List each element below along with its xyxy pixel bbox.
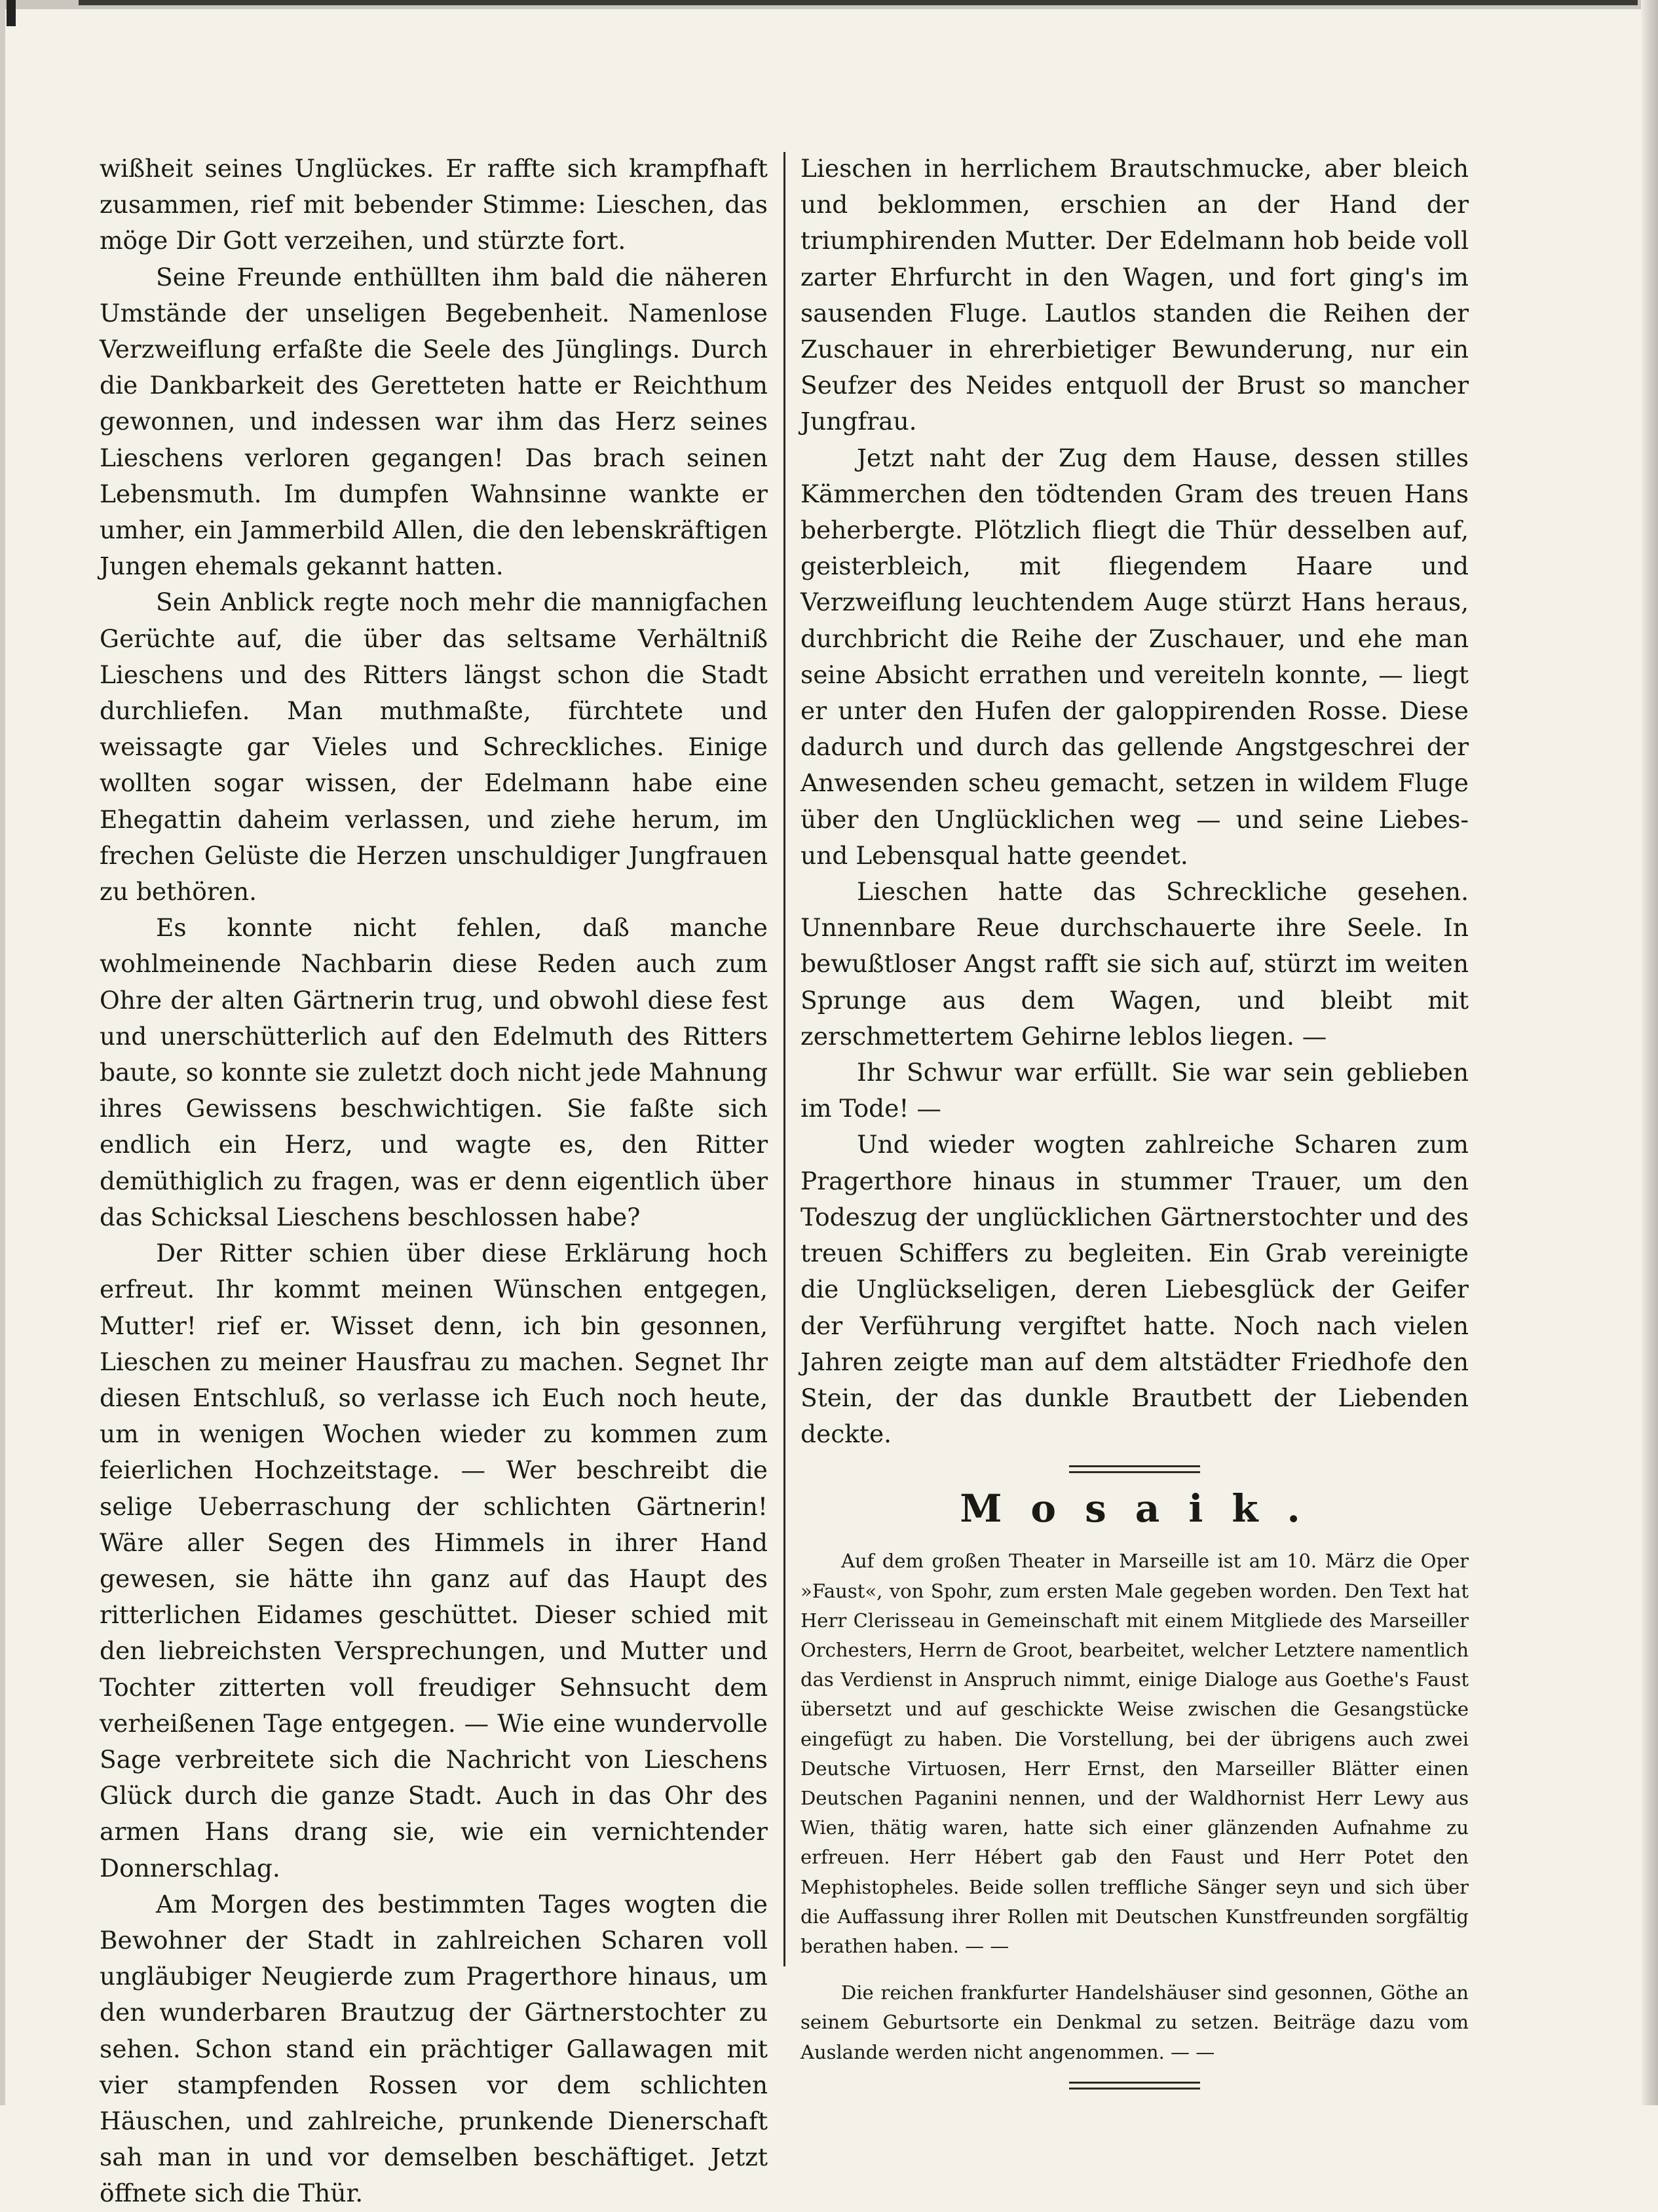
- page-edge-left: [0, 0, 5, 2105]
- page-edge-top: [0, 0, 1658, 9]
- column-divider: [783, 152, 785, 1966]
- paragraph: Der Ritter schien über diese Erklärung hoch erfreut. Ihr kommt meinen Wünschen entgegen, Mutter! rief er. Wisset denn, ich bin gesonnen, Lieschen zu meiner Hausfrau zu machen. Segnet Ihr diesen Entschluß, so verlasse ich Euch noch heute, um in wenigen Wochen wieder zu kommen zum feierlichen Hochzeitstage. — Wer beschreibt die selige Ueberraschung der schlichten Gärtnerin! Wäre aller Segen des Himmels in ihrer Hand gewesen, sie hätte ihn ganz auf das Haupt des ritterlichen Eidames geschüttet. Dieser schied mit den liebreichsten Versprechungen, und Mutter und Tochter zitterten voll freudiger Sehnsucht dem verheißenen Tage entgegen. — Wie eine wundervolle Sage verbreitete sich die Nachricht von Lieschens Glück durch die ganze Stadt. Auch in das Ohr des armen Hans drang sie, wie ein vernichtender Donnerschlag.: [100, 1239, 768, 1883]
- paragraph: Sein Anblick regte noch mehr die mannigfachen Gerüchte auf, die über das seltsame Verhältniß Lieschens und des Ritters längst schon die Stadt durchliefen. Man muthmaßte, fürchtete und weissagte gar Vieles und Schreckliches. Einige wollten sogar wissen, der Edelmann habe eine Ehegattin daheim verlassen, und ziehe herum, im frechen Gelüste die Herzen unschuldiger Jungfrauen zu bethören.: [100, 588, 768, 907]
- mosaik-section: [801, 1547, 1469, 2067]
- paragraph: Und wieder wogten zahlreiche Scharen zum Pragerthore hinaus in stummer Trauer, um den Todeszug der unglücklichen Gärtnerstochter und des treuen Schiffers zu begleiten. Ein Grab vereinigte die Unglückseligen, deren Liebesglück der Geifer der Verführung vergiftet hatte. Noch nach vielen Jahren zeigte man auf dem altstädter Friedhofe den Stein, der das dunkle Brautbett der Liebenden deckte.: [801, 1130, 1469, 1449]
- section-title-mosaik: Mosaik.: [960, 1486, 1329, 1531]
- paragraph: wißheit seines Unglückes. Er raffte sich krampfhaft zusammen, rief mit bebender Stimme: Lieschen, das möge Dir Gott verzeihen, und stürzte fort.: [100, 154, 768, 255]
- paragraph: Es konnte nicht fehlen, daß manche wohlmeinende Nachbarin diese Reden auch zum Ohre der alten Gärtnerin trug, und obwohl diese fest und unerschütterlich auf den Edelmuth des Ritters baute, so konnte sie zuletzt doch nicht jede Mahnung ihres Gewissens beschwichtigen. Sie faßte sich endlich ein Herz, und wagte es, den Ritter demüthiglich zu fragen, was er denn eigentlich über das Schicksal Lieschens beschlossen habe?: [100, 913, 768, 1231]
- paragraph: Lieschen hatte das Schreckliche gesehen. Unnennbare Reue durchschauerte ihre Seele. In bewußtloser Angst rafft sie sich auf, stürzt im weiten Sprunge aus dem Wagen, und bleibt mit zerschmettertem Gehirne leblos liegen. —: [801, 877, 1469, 1051]
- paragraph: Ihr Schwur war erfüllt. Sie war sein geblieben im Tode! —: [801, 1058, 1469, 1123]
- paragraph: Seine Freunde enthüllten ihm bald die näheren Umstände der unseligen Begebenheit. Namenlose Verzweiflung erfaßte die Seele des Jünglings. Durch die Dankbarkeit des Geretteten hatte er Reichthum gewonnen, und indessen war ihm das Herz seines Lieschens verloren gegangen! Das brach seinen Lebensmuth. Im dumpfen Wahnsinne wankte er umher, ein Jammerbild Allen, die den lebenskräftigen Jungen ehemals gekannt hatten.: [100, 262, 768, 581]
- paragraph: Am Morgen des bestimmten Tages wogten die Bewohner der Stadt in zahlreichen Scharen voll ungläubiger Neugierde zum Pragerthore hinaus, um den wunderbaren Brautzug der Gärtnerstochter zu sehen. Schon stand ein prächtiger Gallawagen mit vier stampfenden Rossen vor dem schlichten Häuschen, und zahlreiche, prunkende Dienerschaft sah man in und vor demselben beschäftiget. Jetzt öffnete sich die Thür.: [100, 1889, 768, 2208]
- scan-corner-mark: [7, 0, 16, 26]
- section-separator: [1069, 1465, 1200, 1473]
- page-edge-right: [1641, 0, 1658, 2105]
- right-text-column: [801, 151, 1469, 2099]
- paragraph: Jetzt naht der Zug dem Hause, dessen stilles Kämmerchen den tödtenden Gram des treuen Hans beherbergte. Plötzlich fliegt die Thür desselben auf, geisterbleich, mit fliegendem Haare und Verzweiflung leuchtendem Auge stürzt Hans heraus, durchbricht die Reihe der Zuschauer, und ehe man seine Absicht errathen und vereiteln konnte, — liegt er unter den Hufen der galoppirenden Rosse. Diese dadurch und durch das gellende Angstgeschrei der Anwesenden scheu gemacht, setzen in wildem Fluge über den Unglücklichen weg — und seine Liebes- und Lebensqual hatte geendet.: [801, 443, 1469, 870]
- closing-separator: [1069, 2082, 1200, 2090]
- paragraph: Lieschen in herrlichem Brautschmucke, aber bleich und beklommen, erschien an der Hand der triumphirenden Mutter. Der Edelmann hob beide voll zarter Ehrfurcht in den Wagen, und fort ging's im sausenden Fluge. Lautlos standen die Reihen der Zuschauer in ehrerbietiger Bewunderung, nur ein Seufzer des Neides entquoll der Brust so mancher Jungfrau.: [801, 154, 1469, 436]
- left-text-column: [100, 151, 768, 2212]
- mosaik-item: Auf dem großen Theater in Marseille ist am 10. März die Oper »Faust«, von Spohr, zum ersten Male gegeben worden. Den Text hat Herr Clerisseau in Gemeinschaft mit einem Mitgliede des Marseiller Orchesters, Herrn de Groot, bearbeitet, welcher Letztere namentlich das Verdienst in Anspruch nimmt, einige Dialoge aus Goethe's Faust übersetzt und auf geschickte Weise zwischen die Gesangstücke eingefügt zu haben. Die Vorstellung, bei der übrigens auch zwei Deutsche Virtuosen, Herr Ernst, den Marseiller Blätter einen Deutschen Paganini nennen, und der Waldhornist Herr Lewy aus Wien, thätig waren, hatte sich einer glänzenden Aufnahme zu erfreuen. Herr Hébert gab den Faust und Herr Potet den Mephistopheles. Beide sollen treffliche Sänger seyn und sich über die Auffassung ihrer Rollen mit Deutschen Kunstfreunden sorgfältig berathen haben. — —: [801, 1550, 1469, 1957]
- mosaik-item: Die reichen frankfurter Handelshäuser sind gesonnen, Göthe an seinem Geburtsorte ein Denkmal zu setzen. Beiträge dazu vom Auslande werden nicht angenommen. — —: [801, 1981, 1469, 2063]
